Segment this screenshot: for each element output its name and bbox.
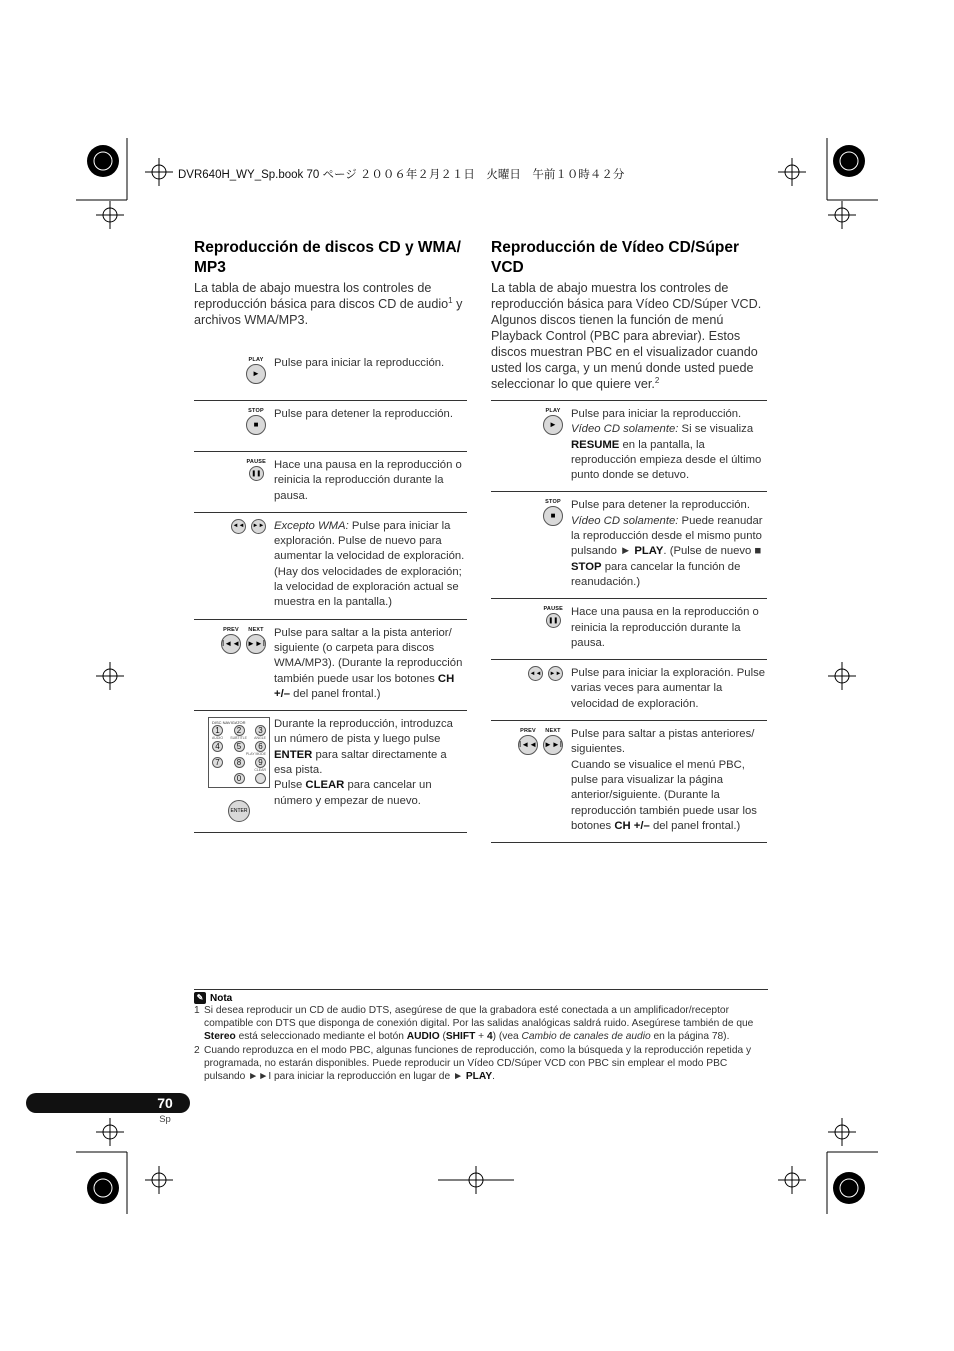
stop-icon: ■ [246, 415, 266, 435]
table-row: PLAY ► Pulse para iniciar la reproducción. Vídeo CD solamente: Si se visualiza RESUME en la pantalla, la reproducción empieza desde el último punto donde se detuvo. [491, 401, 767, 492]
page-language: Sp [159, 1114, 171, 1125]
table-row: ◄◄ ►► Excepto WMA: Pulse para iniciar la exploración. Pulse de nuevo para aumentar la velocidad de exploración. (Hay dos velocidades de exploración; la velocidad de exploración actual se muestra en la pantalla.) [194, 513, 467, 620]
next-icon: ►►I [246, 634, 266, 654]
pause-icon: ❚❚ [546, 613, 561, 628]
footnote-1: 1 Si desea reproducir un CD de audio DTS, asegúrese de que la grabadora esté conectada a un amplificador/receptor compatible con DTS que disponga de conexión digital. Por las salidas analógicas saldrá ruido. Asegúrese también de que Stereo está seleccionado mediante el botón AUDIO (SHIFT + 4) (vea Cambio de canales de audio en la página 78). [194, 1005, 754, 1042]
fast-forward-icon: ►► [548, 666, 563, 681]
right-controls-table [491, 400, 767, 843]
rewind-icon: ◄◄ [231, 519, 246, 534]
table-row: PAUSE ❚❚ Hace una pausa en la reproducción o reinicia la reproducción durante la pausa. [491, 599, 767, 660]
footnote-2: 2 Cuando reproduzca en el modo PBC, algunas funciones de reproducción, como la búsqueda y la reproducción repetida y programada, no estarán disponibles. Puede reproducir un Vídeo CD/Súper VCD con PBC sin emplear el modo PBC pulsando ►►I para iniciar la reproducción en lugar de ► PLAY. [194, 1044, 752, 1082]
fast-forward-icon: ►► [251, 519, 266, 534]
right-intro: La tabla de abajo muestra los controles de reproducción básica para Vídeo CD/Súper VCD. Algunos discos tienen la función de menú Playback Control (PBC para abreviar). Estos discos muestran PBC en el visualizador cuando usted los carga, y un menú donde usted puede seleccionar lo que quiere ver.$^2$ [491, 281, 762, 391]
note-heading: Nota [210, 992, 233, 1004]
left-controls-table [194, 350, 467, 833]
pause-icon: ❚❚ [249, 466, 264, 481]
table-row: PREV I◄◄ NEXT ►►I Pulse para saltar a la pista anterior/ siguiente (o carpeta para discos WMA/MP3). (Durante la reproducción también puede usar los botones CH +/– del panel frontal.) [194, 620, 467, 711]
play-icon: ► [246, 364, 266, 384]
right-section-title: Reproducción de Vídeo CD/Súper VCD [491, 239, 740, 276]
table-row: STOP ■ Pulse para detener la reproducción. [194, 401, 467, 452]
table-row: DISC NAVIGATOR 1 2 3 AUDIO SUBTITLE ANGLE 4 5 6 PLAY MODE 7 8 9 CLEAR 0 ENTER Durante la reproducción, introduzca un número de pista y luego pulse ENTER para saltar directamente a esa pista. Pulse CLEAR para cancelar un número y empezar de nuevo. [194, 711, 467, 833]
prev-icon: I◄◄ [221, 634, 241, 654]
table-row: PAUSE ❚❚ Hace una pausa en la reproducción o reinicia la reproducción durante la pausa. [194, 452, 467, 513]
left-section-title: Reproducción de discos CD y WMA/ MP3 [194, 239, 461, 276]
next-icon: ►►I [543, 735, 563, 755]
note-icon: ✎ [194, 992, 206, 1004]
number-keypad-icon: DISC NAVIGATOR 1 2 3 AUDIO SUBTITLE ANGLE 4 5 6 PLAY MODE 7 8 9 CLEAR 0 [208, 717, 270, 788]
play-icon: ► [543, 415, 563, 435]
table-row: ◄◄ ►► Pulse para iniciar la exploración. Pulse varias veces para aumentar la velocidad de exploración. [491, 660, 767, 721]
table-row: PLAY ► Pulse para iniciar la reproducción. [194, 350, 467, 401]
page-number: 70 [157, 1095, 173, 1111]
right-column [491, 238, 767, 843]
file-header: DVR640H_WY_Sp.book 70 ページ ２００６年２月２１日 火曜日 午前１０時４２分 [178, 169, 625, 181]
table-row: PREV I◄◄ NEXT ►►I Pulse para saltar a pistas anteriores/ siguientes. Cuando se visualice el menú PBC, pulse para visualizar la página anterior/siguiente. (Durante la reproducción también puede usar los botones CH +/– del panel frontal.) [491, 721, 767, 843]
table-row: STOP ■ Pulse para detener la reproducción. Vídeo CD solamente: Puede reanudar la reproducción desde el mismo punto pulsando ► PLAY. (Pulse de nuevo ■ STOP para cancelar la función de reanudación.) [491, 492, 767, 599]
left-intro: La tabla de abajo muestra los controles de reproducción básica para discos CD de audio$^1$ y archivos WMA/MP3. [194, 281, 463, 327]
stop-icon: ■ [543, 506, 563, 526]
left-column [194, 238, 467, 833]
footnotes [194, 989, 768, 1083]
prev-icon: I◄◄ [518, 735, 538, 755]
enter-icon: ENTER [228, 800, 250, 822]
rewind-icon: ◄◄ [528, 666, 543, 681]
